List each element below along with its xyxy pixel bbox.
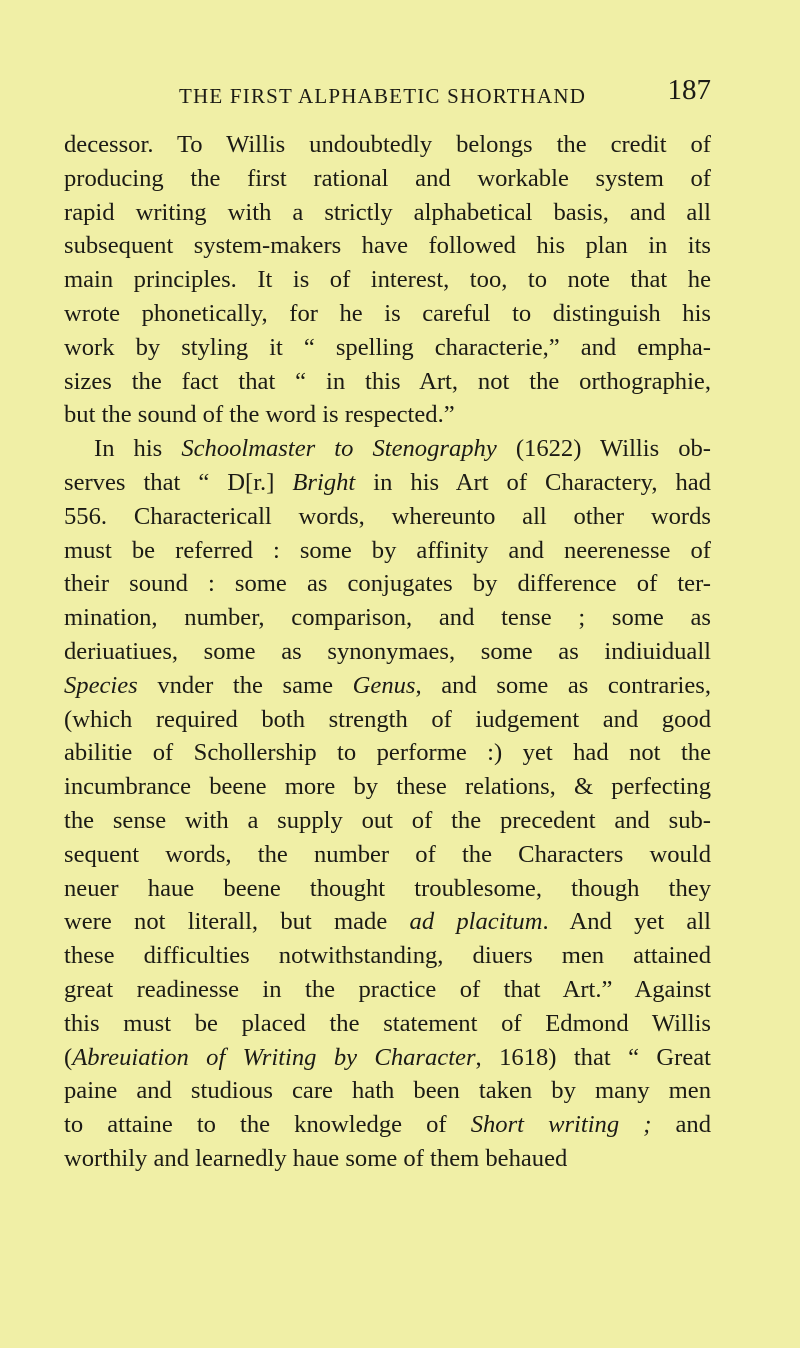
text-run: decessor. To Willis undoubtedly belongs the credit of bbox=[64, 131, 711, 158]
text-run: wrote phonetically, for he is careful to distinguish his bbox=[64, 299, 711, 327]
text-line bbox=[64, 534, 711, 568]
text-run: neuer haue beene thought troublesome, though they bbox=[64, 874, 711, 902]
text-line bbox=[64, 1007, 711, 1041]
text-run: to attaine to the knowledge of bbox=[64, 1111, 471, 1139]
text-line bbox=[64, 162, 711, 196]
text-line bbox=[64, 1108, 711, 1142]
italic-text: Genus bbox=[352, 671, 416, 699]
text-run: the sense with a supply out of the precedent and sub- bbox=[64, 806, 711, 834]
text-run: 556. Charactericall words, whereunto all other words bbox=[64, 502, 711, 530]
text-run: work by styling it “ spelling characterie,” and empha- bbox=[64, 333, 711, 361]
running-title: THE FIRST ALPHABETIC SHORTHAND bbox=[179, 84, 587, 108]
text-line bbox=[64, 939, 711, 973]
italic-text: Schoolmaster to Stenography bbox=[181, 435, 497, 463]
text-run: must be referred : some by affinity and neerenesse of bbox=[64, 536, 711, 564]
text-line bbox=[64, 466, 711, 500]
text-run: (which required both strength of iudgement and good bbox=[64, 705, 711, 733]
text-run: sizes the fact that “ in this Art, not the orthographie, bbox=[64, 367, 711, 395]
text-run: (1622) Willis ob- bbox=[496, 435, 711, 463]
text-line bbox=[64, 838, 711, 872]
text-line bbox=[64, 601, 711, 635]
text-run: these difficulties notwithstanding, diuers men attained bbox=[64, 942, 711, 970]
text-run: were not literall, but made bbox=[64, 908, 410, 936]
text-line bbox=[64, 872, 711, 906]
text-run: worthily and learnedly haue some of them behaued bbox=[64, 1144, 568, 1172]
text-run: sequent words, the number of the Characters would bbox=[64, 840, 711, 868]
text-run: this must be placed the statement of Edmond Willis bbox=[64, 1009, 711, 1037]
italic-text: Short writing ; bbox=[470, 1111, 652, 1139]
text-run: ( bbox=[64, 1043, 73, 1071]
text-run: rapid writing with a strictly alphabetical basis, and all bbox=[64, 198, 711, 226]
text-run: . And yet all bbox=[542, 908, 711, 936]
italic-text: Abreuiation of Writing by Character bbox=[72, 1043, 476, 1071]
text-run: but the sound of the word is respected.” bbox=[64, 401, 455, 429]
text-run: incumbrance beene more by these relations, & perfecting bbox=[64, 773, 711, 801]
text-run: abilitie of Schollership to performe :) yet had not the bbox=[64, 739, 711, 767]
text-line bbox=[64, 567, 711, 601]
text-line bbox=[64, 128, 711, 162]
text-line bbox=[64, 770, 711, 804]
italic-text: Bright bbox=[292, 468, 356, 496]
text-run: subsequent system-makers have followed his plan in its bbox=[64, 232, 711, 260]
text-line bbox=[64, 669, 711, 703]
text-line bbox=[64, 973, 711, 1007]
text-line bbox=[64, 500, 711, 534]
text-run: paine and studious care hath been taken by many men bbox=[64, 1077, 711, 1105]
text-line bbox=[64, 804, 711, 838]
italic-text: ad placitum bbox=[409, 908, 543, 936]
text-run: in his Art of Charactery, had bbox=[355, 468, 711, 496]
text-run: serves that “ D[r.] bbox=[64, 468, 293, 496]
text-run: In his bbox=[94, 435, 182, 463]
text-line bbox=[64, 703, 711, 737]
text-run: , and some as contraries, bbox=[415, 671, 711, 699]
text-line bbox=[64, 1142, 711, 1176]
text-run: producing the first rational and workable system of bbox=[64, 164, 711, 192]
text-line bbox=[64, 905, 711, 939]
text-line bbox=[64, 398, 711, 432]
text-line bbox=[64, 331, 711, 365]
text-line bbox=[64, 297, 711, 331]
text-run: main principles. It is of interest, too, to note that he bbox=[64, 266, 711, 294]
body-text bbox=[64, 128, 711, 1176]
text-line bbox=[64, 263, 711, 297]
text-line bbox=[64, 1041, 711, 1075]
running-head bbox=[64, 74, 711, 114]
text-line bbox=[64, 1074, 711, 1108]
text-line bbox=[64, 196, 711, 230]
text-run: great readinesse in the practice of that Art.” Against bbox=[64, 975, 711, 1003]
text-line bbox=[64, 229, 711, 263]
text-line bbox=[64, 365, 711, 399]
text-run: , 1618) that “ Great bbox=[475, 1043, 711, 1071]
text-line bbox=[64, 635, 711, 669]
text-run: and bbox=[651, 1111, 711, 1139]
text-run: deriuatiues, some as synonymaes, some as indiuiduall bbox=[64, 637, 711, 665]
text-run: vnder the same bbox=[137, 671, 353, 699]
page-number: 187 bbox=[667, 74, 711, 106]
text-line bbox=[64, 736, 711, 770]
text-line bbox=[64, 432, 711, 466]
text-run: their sound : some as conjugates by difference of ter- bbox=[64, 570, 711, 598]
italic-text: Species bbox=[64, 671, 138, 699]
text-run: mination, number, comparison, and tense ; some as bbox=[64, 604, 711, 632]
